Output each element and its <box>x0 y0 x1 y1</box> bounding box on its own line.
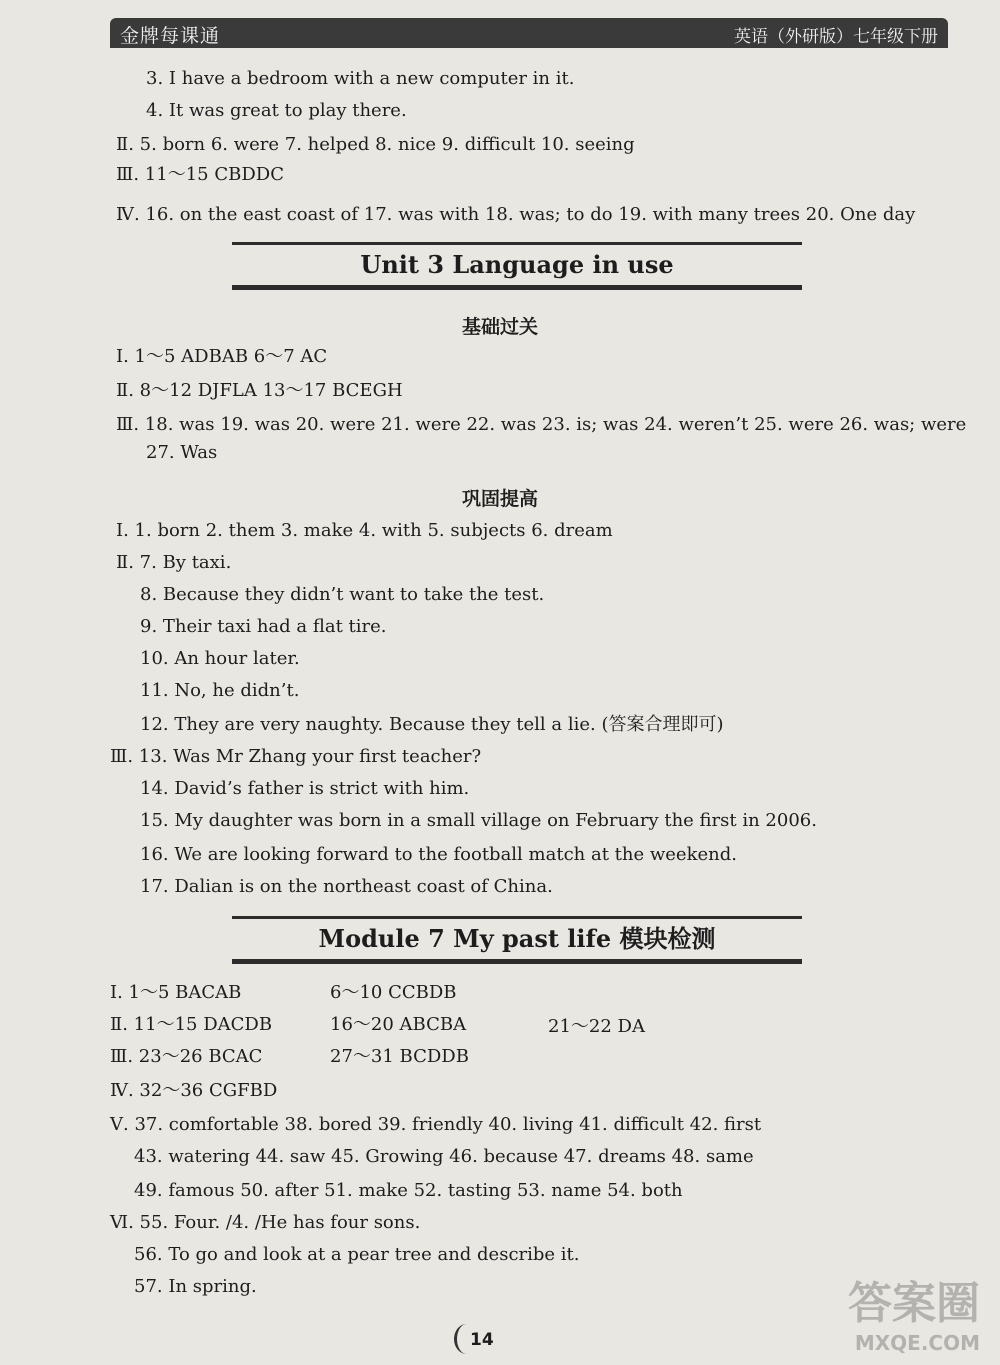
answer-line: 56. To go and look at a pear tree and describe it. <box>134 1244 580 1265</box>
answer-line: Ⅱ. 7. By taxi. <box>116 552 232 573</box>
answer-line: 17. Dalian is on the northeast coast of China. <box>140 876 553 897</box>
answer-line: 8. Because they didn’t want to take the test. <box>140 584 545 605</box>
answer-line: 9. Their taxi had a flat tire. <box>140 616 387 637</box>
answer-line: Ⅵ. 55. Four. /4. /He has four sons. <box>110 1212 421 1233</box>
answer-line: Ⅳ. 16. on the east coast of 17. was with 18. was; to do 19. with many trees 20. One day <box>116 204 916 225</box>
page-number-text: 14 <box>470 1330 494 1350</box>
answer-line: 11. No, he didn’t. <box>140 680 300 701</box>
answer-line: Ⅲ. 18. was 19. was 20. were 21. were 22. was 23. is; was 24. weren’t 25. were 26. was; were <box>116 414 967 435</box>
answer-line: Ⅰ. 1. born 2. them 3. make 4. with 5. subjects 6. dream <box>116 520 613 541</box>
answer-line: Ⅳ. 32～36 CGFBD <box>110 1080 278 1101</box>
basic-section-heading: 基础过关 <box>461 316 538 338</box>
advanced-section-heading: 巩固提高 <box>461 488 538 510</box>
answer-line: Ⅲ. 13. Was Mr Zhang your first teacher? <box>110 746 482 767</box>
answer-line: 16～20 ABCBA <box>330 1014 467 1035</box>
answer-line: Ⅰ. 1～5 ADBAB 6～7 AC <box>116 346 328 367</box>
answer-line: 27～31 BCDDB <box>330 1046 469 1067</box>
answer-line: Ⅱ. 11～15 DACDB <box>110 1014 273 1035</box>
watermark <box>848 1267 980 1355</box>
answer-line: 57. In spring. <box>134 1276 257 1297</box>
answer-line: 43. watering 44. saw 45. Growing 46. because 47. dreams 48. same <box>134 1146 754 1167</box>
answer-line: Ⅰ. 1～5 BACAB <box>110 982 242 1003</box>
answer-line: 3. I have a bedroom with a new computer in it. <box>146 68 575 89</box>
answer-line: 27. Was <box>146 442 218 463</box>
book-subject-title: 英语（外研版）七年级下册 <box>734 27 938 47</box>
answer-line: Ⅲ. 23～26 BCAC <box>110 1046 263 1067</box>
answer-line: 14. David’s father is strict with him. <box>140 778 470 799</box>
watermark-logo-text: 答案圈 <box>848 1278 980 1329</box>
answer-line: Ⅱ. 5. born 6. were 7. helped 8. nice 9. difficult 10. seeing <box>116 134 635 155</box>
unit3-title: Unit 3 Language in use <box>232 242 802 290</box>
page-number-decoration <box>454 1324 479 1354</box>
answer-line: 6～10 CCBDB <box>330 982 457 1003</box>
answer-line: 10. An hour later. <box>140 648 300 669</box>
answer-line: Ⅱ. 8～12 DJFLA 13～17 BCEGH <box>116 380 403 401</box>
answer-line: 12. They are very naughty. Because they tell a lie. (答案合理即可) <box>140 714 724 735</box>
module7-title: Module 7 My past life 模块检测 <box>232 916 802 964</box>
page-header <box>110 18 948 48</box>
answer-line: 16. We are looking forward to the football match at the weekend. <box>140 844 737 865</box>
answer-line: 4. It was great to play there. <box>146 100 407 121</box>
answer-line: Ⅲ. 11～15 CBDDC <box>116 164 284 185</box>
watermark-url: MXQE.COM <box>854 1331 980 1355</box>
answer-line: 49. famous 50. after 51. make 52. tasting 53. name 54. both <box>134 1180 683 1201</box>
page-number <box>470 1330 494 1350</box>
answer-line: 15. My daughter was born in a small village on February the first in 2006. <box>140 810 817 831</box>
answer-line: Ⅴ. 37. comfortable 38. bored 39. friendly 40. living 41. difficult 42. first <box>110 1114 762 1135</box>
book-series-title: 金牌每课通 <box>120 25 221 47</box>
answer-line: 21～22 DA <box>548 1016 645 1037</box>
